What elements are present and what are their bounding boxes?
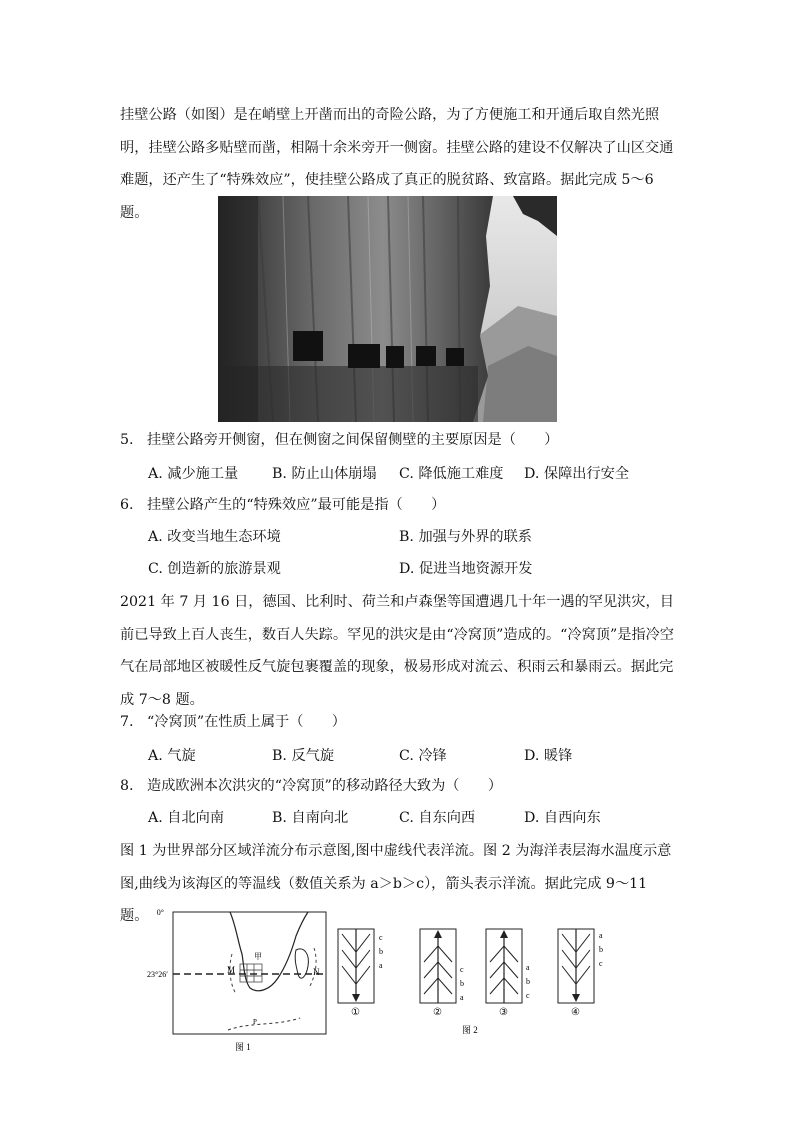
intro-paragraph-2: 2021 年 7 月 16 日，德国、比利时、荷兰和卢森堡等国遭遇几十年一遇的罕见洪灾，目前已导致上百人丧生，数百人失踪。罕见的洪灾是由“冷窝顶”造成的。“冷窝顶”是指冷空气在局部地区被暖性反气旋包裹覆盖的现象，极易形成对流云、积雨云和暴雨云。据此完成 7～8 题。 xyxy=(120,594,674,708)
figures xyxy=(120,902,620,1062)
question-number: 7. xyxy=(120,714,134,730)
panel-3-label-3: c xyxy=(526,991,530,1000)
label-p: P xyxy=(253,1018,257,1026)
question-number: 8. xyxy=(120,778,134,794)
panel-3-number: ③ xyxy=(499,1007,508,1018)
question-8 xyxy=(120,776,680,796)
figure-1-caption: 图 1 xyxy=(235,1042,251,1052)
cliff-road-photo xyxy=(218,196,557,422)
intro-paragraph-1: 挂壁公路（如图）是在峭壁上开凿而出的奇险公路，为了方便施工和开通后取自然光照明，挂壁公路多贴壁而凿，相隔十余米旁开一侧窗。挂壁公路的建设不仅解决了山区交通难题，还产生了“特殊效应”，使挂壁公路成了真正的脱贫路、致富路。据此完成 5～6 题。 xyxy=(120,107,674,221)
panel-2-label-2: b xyxy=(460,979,464,988)
current-p xyxy=(228,1018,300,1030)
panel-4-label-2: b xyxy=(599,945,603,954)
option-d[interactable]: D. 自西向东 xyxy=(524,810,601,826)
option-d[interactable]: D. 暖锋 xyxy=(524,748,573,764)
options-5 xyxy=(148,464,688,484)
lat-0-label: 0° xyxy=(156,908,164,917)
options-6a xyxy=(148,527,688,547)
lat-tropic-label: 23°26′ xyxy=(147,970,168,979)
option-b[interactable]: B. 防止山体崩塌 xyxy=(272,466,377,482)
options-6b xyxy=(148,559,688,579)
option-d[interactable]: D. 促进当地资源开发 xyxy=(399,561,533,577)
option-c[interactable]: C. 降低施工难度 xyxy=(399,466,504,482)
panel-4-label-3: c xyxy=(599,959,603,968)
panel-2 xyxy=(420,929,464,1018)
option-c[interactable]: C. 冷锋 xyxy=(399,748,447,764)
panel-3 xyxy=(486,929,530,1018)
panel-4-number: ④ xyxy=(571,1007,580,1018)
panel-4 xyxy=(558,929,603,1018)
question-text: 造成欧洲本次洪灾的“冷窝顶”的移动路径大致为（ ） xyxy=(147,778,503,794)
option-b[interactable]: B. 反气旋 xyxy=(272,748,335,764)
panel-2-label-1: c xyxy=(460,965,464,974)
question-text: 挂壁公路旁开侧窗，但在侧窗之间保留侧壁的主要原因是（ ） xyxy=(147,432,559,448)
label-jia: 甲 xyxy=(254,952,262,961)
panel-1-label-3: a xyxy=(379,961,383,970)
panel-3-label-1: a xyxy=(526,963,530,972)
option-a[interactable]: A. 自北向南 xyxy=(148,810,225,826)
question-7 xyxy=(120,712,680,732)
question-number: 5. xyxy=(120,432,134,448)
label-m: M xyxy=(227,965,236,975)
panel-1-label-2: b xyxy=(379,947,383,956)
options-8 xyxy=(148,808,688,828)
cliff-road-image xyxy=(218,196,557,422)
label-n: N xyxy=(313,967,320,977)
option-a[interactable]: A. 减少施工量 xyxy=(148,466,239,482)
figure-1-map xyxy=(147,908,326,1052)
panel-4-label-1: a xyxy=(599,931,603,940)
option-a[interactable]: A. 改变当地生态环境 xyxy=(148,529,281,545)
figure-2-caption: 图 2 xyxy=(462,1025,478,1035)
option-b[interactable]: B. 自南向北 xyxy=(272,810,349,826)
panel-1 xyxy=(338,929,383,1018)
options-7 xyxy=(148,746,688,766)
option-c[interactable]: C. 创造新的旅游景观 xyxy=(148,561,281,577)
option-d[interactable]: D. 保障出行安全 xyxy=(524,466,630,482)
panel-3-label-2: b xyxy=(526,977,530,986)
map-frame xyxy=(173,912,326,1034)
question-number: 6. xyxy=(120,497,134,513)
panel-2-number: ② xyxy=(433,1007,442,1018)
question-text: 挂壁公路产生的“特殊效应”最可能是指（ ） xyxy=(147,497,446,513)
question-6 xyxy=(120,495,680,515)
panel-1-label-1: c xyxy=(379,933,383,942)
intro-paragraph-3: 图 1 为世界部分区域洋流分布示意图,图中虚线代表洋流。图 2 为海洋表层海水温度示意图,曲线为该海区的等温线（数值关系为 a＞b＞c），箭头表示洋流。据此完成 9～11 题。 xyxy=(120,843,672,924)
ocean-current-figures xyxy=(120,902,620,1062)
option-c[interactable]: C. 自东向西 xyxy=(399,810,476,826)
continent-outline xyxy=(230,912,308,991)
figure-2-panels xyxy=(338,929,603,1035)
option-a[interactable]: A. 气旋 xyxy=(148,748,196,764)
option-b[interactable]: B. 加强与外界的联系 xyxy=(399,529,532,545)
question-5 xyxy=(120,430,680,450)
panel-1-number: ① xyxy=(351,1007,360,1018)
panel-2-label-3: a xyxy=(460,993,464,1002)
question-text: “冷窝顶”在性质上属于（ ） xyxy=(147,714,346,730)
